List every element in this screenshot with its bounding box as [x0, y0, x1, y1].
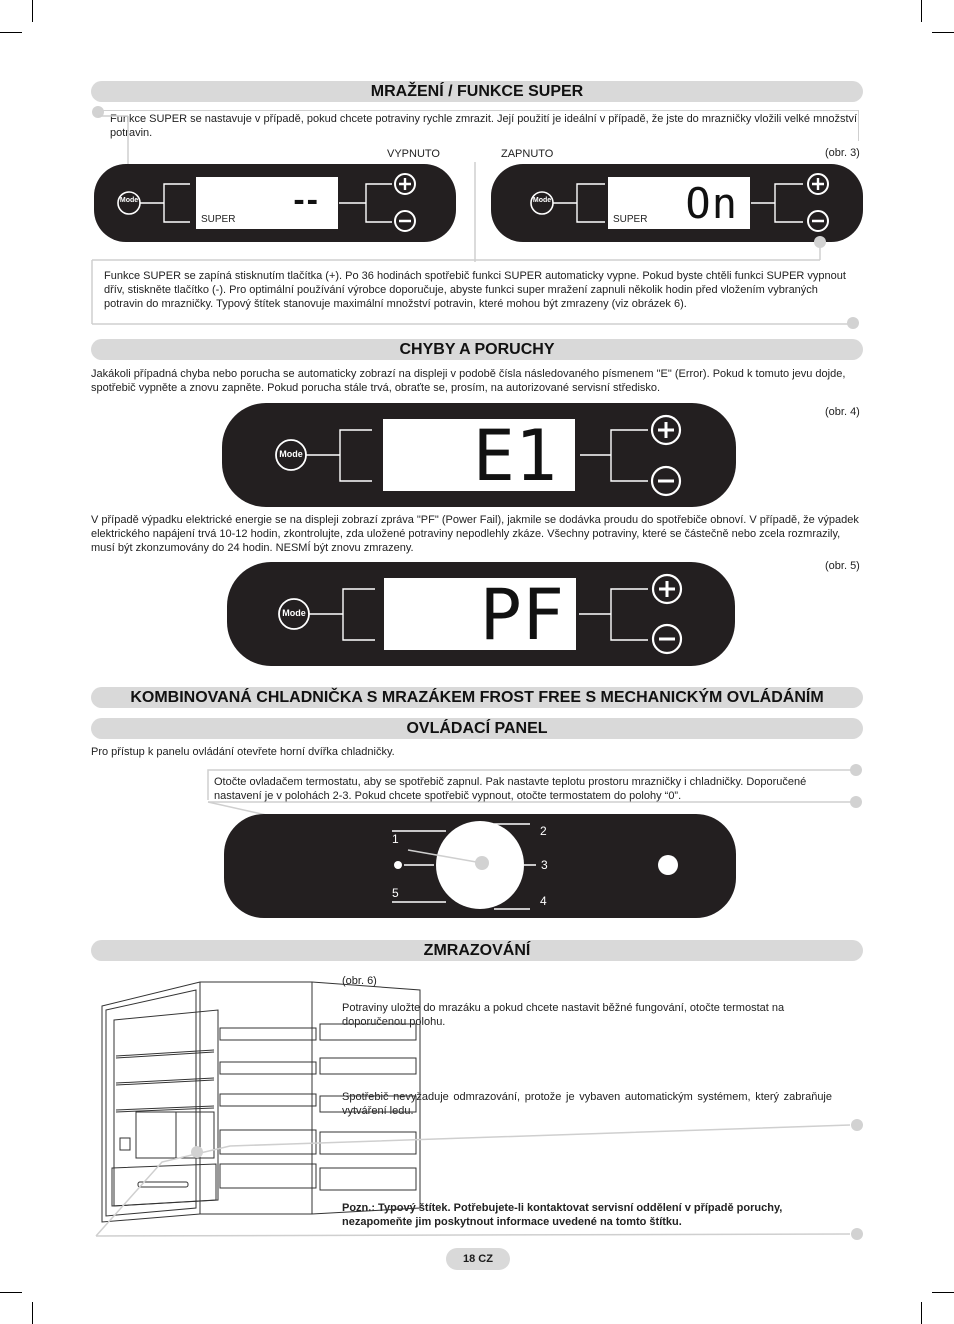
figure-label-6: (obr. 6): [342, 975, 377, 987]
callout-dot: [851, 1119, 863, 1131]
dial-mark-2: 2: [540, 824, 547, 838]
crop-mark: [921, 1302, 922, 1324]
plus-icon[interactable]: [652, 416, 680, 444]
dial-mark-4: 4: [540, 894, 547, 908]
lcd-display-e1: [383, 415, 575, 497]
display-panel-on: [491, 164, 863, 242]
lcd-value-e1: E1: [472, 415, 557, 497]
lcd-tag-super: SUPER: [613, 214, 648, 225]
figure-label-4: (obr. 4): [825, 406, 860, 418]
figure-label-5: (obr. 5): [825, 560, 860, 572]
panel-intro-text: Pro přístup k panelu ovládání otevřete horní dvířka chladničky.: [91, 746, 395, 758]
section-header-super: MRAŽENÍ / FUNKCE SUPER: [91, 81, 863, 102]
display-panel-off: [94, 164, 456, 242]
super-intro-text: Funkce SUPER se nastavuje v případě, pokud chcete potraviny rychle zmrazit. Její použití je ideální v případě, že jste do mrazničky vložili velké množství potravin.: [110, 113, 858, 139]
plus-icon[interactable]: [808, 174, 828, 194]
fridge-illustration: [92, 970, 862, 1245]
dial-mark-3: 3: [541, 858, 548, 872]
plus-icon[interactable]: [395, 174, 415, 194]
lcd-value-on: On: [685, 179, 738, 228]
dial-mark-1: 1: [392, 832, 399, 846]
lcd-tag-super: SUPER: [201, 214, 236, 225]
display-panel-pf: [227, 562, 735, 666]
minus-icon[interactable]: [808, 211, 828, 231]
display-panel-e1: [222, 403, 736, 507]
figure-label-3: (obr. 3): [825, 147, 860, 159]
panel-callout-text: Otočte ovladačem termostatu, aby se spotřebič zapnul. Pak nastavte teplotu prostoru mrazničky i chladničky. Doporučené nastavení je v polohách 2-3. Pokud chcete spotřebič vypnout, otočte termostatem do polohy “0”.: [214, 776, 807, 802]
crop-mark: [32, 1302, 33, 1324]
freezing-text-2: Spotřebič nevyžaduje odmrazování, protože je vybaven automatickým systémem, který zabraňuje vytváření ledu.: [342, 1091, 832, 1117]
plus-icon[interactable]: [653, 575, 681, 603]
minus-icon[interactable]: [395, 211, 415, 231]
lcd-display-off: [196, 177, 338, 229]
lcd-value-pf: PF: [479, 574, 564, 656]
minus-icon[interactable]: [652, 467, 680, 495]
errors-intro-text: Jakákoli případná chyba nebo porucha se automaticky zobrazí na displeji v podobě čísla následovaného písmenem "E" (Error). Pokud k tomuto jevu dojde, spotřebič vypněte a znovu zapněte. Pokud porucha stále trvá, obraťte se, prosím, na autorizované servisní středisko.: [91, 368, 846, 394]
mode-icon[interactable]: Mode: [279, 449, 303, 459]
callout-dot: [847, 317, 859, 329]
section-header-errors: CHYBY A PORUCHY: [91, 339, 863, 360]
thermostat-dial-icon[interactable]: [436, 821, 524, 909]
freezing-text-1: Potraviny uložte do mrazáku a pokud chcete nastavit běžné fungování, otočte termostat na doporučenou polohu.: [342, 1002, 785, 1028]
freezing-note: Pozn.: Typový štítek. Potřebujete-li kontaktovat servisní oddělení v případě poruchy, nezapomeňte jim poskytnout informace uvedené na tomto štítku.: [342, 1202, 783, 1228]
crop-mark: [932, 1292, 954, 1293]
label-on: ZAPNUTO: [501, 148, 554, 160]
crop-mark: [0, 1292, 22, 1293]
lcd-display-on: [608, 177, 750, 229]
section-header-panel: OVLÁDACÍ PANEL: [91, 718, 863, 739]
super-note-text: Funkce SUPER se zapíná stisknutím tlačítka (+). Po 36 hodinách spotřebič funkci SUPER automaticky vypne. Pokud byste chtěli funkci SUPER vypnout dřív, stiskněte tlačítko (-). Pro optimální používání výrobce doporučuje, abyste funkci super mražení zapnuli několik hodin před vložením vybraných potravin do mrazničky. Typový štítek stanovuje maximální množství potravin, které mohou být zmrazeny (viz obrázek 6).: [104, 270, 846, 310]
minus-icon[interactable]: [653, 625, 681, 653]
mode-icon[interactable]: Mode: [282, 608, 306, 618]
mode-icon[interactable]: Mode: [119, 197, 139, 204]
section-header-combo: KOMBINOVANÁ CHLADNIČKA S MRAZÁKEM FROST FREE S MECHANICKÝM OVLÁDÁNÍM: [91, 687, 863, 708]
callout-dot: [814, 236, 826, 248]
dial-mark-5: 5: [392, 886, 399, 900]
mode-icon[interactable]: Mode: [532, 197, 552, 204]
callout-dot: [851, 1228, 863, 1240]
errors-pf-text: V případě výpadku elektrické energie se na displeji zobrazí zpráva "PF" (Power Fail), jakmile se dodávka proudu do spotřebiče obnoví. V případě, že výpadek elektrického napájení trvá 10-12 hodin, zkontrolujte, zda uložené potraviny nepodlehly zkáze. Všechny potraviny, které se částečně nebo zcela rozmrazily, musí být zkonzumovány do 24 hodin. NESMÍ být znovu zmrazeny.: [91, 514, 859, 554]
page-number: 18 CZ: [446, 1248, 510, 1270]
thermostat-panel: [224, 814, 736, 918]
lcd-value-off: --: [293, 181, 320, 219]
label-off: VYPNUTO: [387, 148, 440, 160]
section-header-freezing: ZMRAZOVÁNÍ: [91, 940, 863, 961]
lcd-display-pf: [384, 574, 576, 656]
